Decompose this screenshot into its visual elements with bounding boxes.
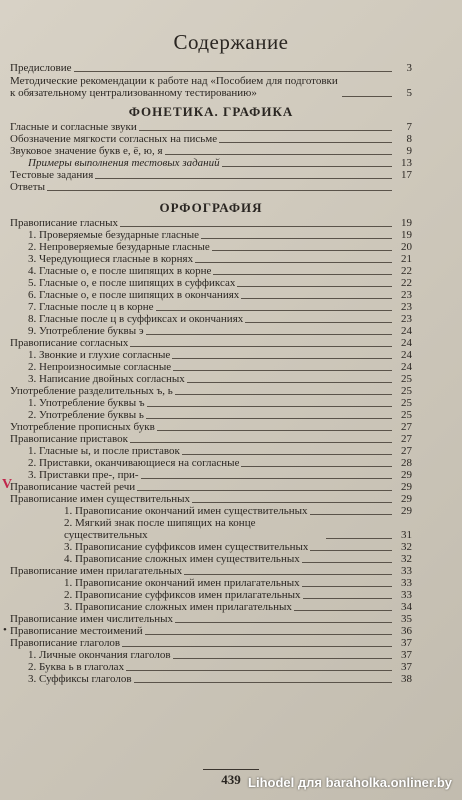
dot-leader: [95, 178, 392, 179]
toc-entry: [10, 337, 412, 349]
toc-entry: [10, 397, 412, 409]
toc-entry-label: Правописание согласных: [10, 337, 129, 349]
dot-leader: [130, 442, 392, 443]
toc-entry-page: 13: [401, 157, 412, 169]
dot-leader: [134, 682, 392, 683]
dot-leader: [122, 646, 392, 647]
toc-entry-label: 7. Гласные после ц в корне: [28, 301, 154, 313]
dot-leader: [219, 142, 392, 143]
toc-entry: [10, 349, 412, 361]
toc-entry-label: 2. Правописание суффиксов имен прилагательных: [64, 589, 301, 601]
toc-entry-page: 25: [401, 385, 412, 397]
toc-entry: [10, 169, 412, 181]
toc-entry-label: Правописание частей речи: [10, 481, 136, 493]
dot-leader: [126, 670, 392, 671]
toc-entry: [10, 565, 412, 577]
dot-leader: [157, 430, 392, 431]
toc-entry-label: Правописание имен прилагательных: [10, 565, 183, 577]
dot-leader: [172, 358, 392, 359]
toc-entry: [10, 517, 412, 541]
toc-entry: [10, 541, 412, 553]
toc-entry-label: 8. Гласные после ц в суффиксах и окончаниях: [28, 313, 244, 325]
toc-entry-label: 1. Личные окончания глаголов: [28, 649, 171, 661]
toc-entry: [10, 493, 412, 505]
dot-leader: [137, 490, 392, 491]
section-heading: ОРФОГРАФИЯ: [159, 200, 263, 215]
toc-entry-label: 3. Правописание суффиксов имен существительных: [64, 541, 309, 553]
toc-entry-label: 1. Употребление буквы ъ: [28, 397, 145, 409]
toc-entry-label: Правописание местоимений: [10, 625, 143, 637]
dot-leader: [175, 622, 392, 623]
dot-leader: [156, 310, 393, 311]
watermark: Lihodel для baraholka.onliner.by: [248, 775, 452, 790]
toc-entry-page: 38: [401, 673, 412, 685]
toc-entry: [10, 157, 412, 169]
toc-entry-page: 36: [401, 625, 412, 637]
toc-entry-preface: [10, 62, 412, 74]
toc-entry-page: 37: [401, 649, 412, 661]
toc-entry-label: Употребление разделительных ъ, ь: [10, 385, 173, 397]
toc-entry-page: 29: [401, 493, 412, 505]
toc-entry-label: 3. Написание двойных согласных: [28, 373, 185, 385]
dot-leader: [192, 502, 392, 503]
dot-leader: [303, 598, 392, 599]
toc-entry-page: 9: [406, 145, 412, 157]
toc-entry-label: 5. Гласные о, е после шипящих в суффиксах: [28, 277, 236, 289]
toc-entry-page: 23: [401, 301, 412, 313]
toc-entry-label: 2. Употребление буквы ь: [28, 409, 144, 421]
toc-entry-label: Правописание глаголов: [10, 637, 121, 649]
toc-entry-label: Правописание приставок: [10, 433, 128, 445]
toc-entry: [2, 477, 412, 493]
toc-entry: [10, 229, 412, 241]
toc-entry-page: 33: [401, 565, 412, 577]
toc-entry-label: Правописание имен существительных: [10, 493, 190, 505]
dot-leader: [182, 454, 392, 455]
toc-entry-page: 23: [401, 289, 412, 301]
dot-leader: [310, 514, 393, 515]
toc-entry-page: 22: [401, 265, 412, 277]
toc-entry-label: 2. Непроверяемые безударные гласные: [28, 241, 210, 253]
toc-entry-page: 29: [401, 481, 412, 493]
toc-entry: [10, 133, 412, 145]
toc-entry: [10, 217, 412, 229]
toc-entry-page: 33: [401, 577, 412, 589]
bullet-mark-icon: •: [3, 624, 7, 636]
dot-leader: [294, 610, 392, 611]
dot-leader: [175, 394, 392, 395]
toc-entry-page: 22: [401, 277, 412, 289]
toc-entry: [10, 289, 412, 301]
toc-entry: [10, 325, 412, 337]
dot-leader: [165, 154, 392, 155]
toc-entry-label: 4. Правописание сложных имен существительных: [64, 553, 300, 565]
toc-entry-label: Правописание имен числительных: [10, 613, 174, 625]
toc-entry: [10, 121, 412, 133]
toc-entry: [10, 265, 412, 277]
toc-entry-page: 32: [401, 541, 412, 553]
toc-entry-label: 6. Гласные о, е после шипящих в окончаниях: [28, 289, 240, 301]
dot-leader: [184, 574, 392, 575]
toc-entry: [10, 637, 412, 649]
toc-entry: [10, 673, 412, 685]
dot-leader: [245, 322, 392, 323]
toc-entry: [10, 589, 412, 601]
toc-entry-page: 24: [401, 325, 412, 337]
toc-entry-page: 31: [401, 529, 412, 541]
toc-entry: [10, 241, 412, 253]
toc-entry-label: Тестовые задания: [10, 169, 94, 181]
toc-entry-page: 8: [406, 133, 412, 145]
toc-entry: [10, 661, 412, 673]
dot-leader: [302, 586, 392, 587]
dot-leader: [120, 226, 392, 227]
toc-entry-page: 7: [406, 121, 412, 133]
toc-entry-label: Примеры выполнения тестовых заданий: [28, 157, 220, 169]
dot-leader: [145, 634, 392, 635]
dot-leader: [213, 274, 392, 275]
dot-leader: [74, 71, 393, 72]
toc-entry-page: 20: [401, 241, 412, 253]
dot-leader: [212, 250, 392, 251]
dot-leader: [173, 658, 392, 659]
toc-entry: [10, 649, 412, 661]
toc-entry-page: 27: [401, 433, 412, 445]
toc-entry-page: 33: [401, 589, 412, 601]
toc-entry-page: 3: [406, 62, 412, 74]
toc-entry: [10, 301, 412, 313]
dot-leader: [241, 466, 392, 467]
toc-entry-page: 19: [401, 229, 412, 241]
table-of-contents: [2, 60, 412, 685]
toc-entry-page: 37: [401, 661, 412, 673]
toc-entry-label: Употребление прописных букв: [10, 421, 155, 433]
dot-leader: [141, 478, 392, 479]
dot-leader: [326, 538, 392, 539]
toc-entry-page: 5: [406, 87, 412, 99]
toc-entry-label: 3. Приставки пре-, при-: [28, 469, 139, 481]
toc-entry-label: 2. Мягкий знак после шипящих на конце существительных: [64, 517, 256, 541]
dot-leader: [342, 96, 392, 97]
toc-entry-page: 21: [401, 253, 412, 265]
toc-entry: [10, 433, 412, 445]
toc-entry-label: 3. Чередующиеся гласные в корнях: [28, 253, 194, 265]
section-heading: ФОНЕТИКА. ГРАФИКА: [128, 104, 294, 119]
toc-entry-page: 25: [401, 409, 412, 421]
toc-entry-label: Обозначение мягкости согласных на письме: [10, 133, 218, 145]
toc-entry-label: 2. Приставки, оканчивающиеся на согласные: [28, 457, 240, 469]
dot-leader: [201, 238, 392, 239]
toc-entry: [10, 421, 412, 433]
dot-leader: [195, 262, 392, 263]
toc-entry: [10, 277, 412, 289]
toc-entry-page: 24: [401, 337, 412, 349]
toc-entry: [10, 601, 412, 613]
toc-entry-label: 1. Гласные ы, и после приставок: [28, 445, 180, 457]
toc-entry: [10, 385, 412, 397]
toc-entry-label: Методические рекомендации к работе над «Пособием для подготовки к обязательному централизованному тестированию»: [10, 75, 338, 99]
section-entries: [2, 217, 412, 685]
toc-entry: [10, 145, 412, 157]
dot-leader: [222, 166, 392, 167]
dot-leader: [310, 550, 392, 551]
toc-entry-label: 1. Звонкие и глухие согласные: [28, 349, 171, 361]
page-title: Содержание: [173, 30, 289, 54]
toc-entry-label: 2. Непроизносимые согласные: [28, 361, 172, 373]
toc-entry-label: 2. Буква ь в глаголах: [28, 661, 125, 673]
toc-entry: [10, 613, 412, 625]
toc-entry-page: 24: [401, 349, 412, 361]
toc-entry: [10, 505, 412, 517]
toc-entry-page: 25: [401, 373, 412, 385]
dot-leader: [173, 370, 392, 371]
toc-entry-page: 25: [401, 397, 412, 409]
dot-leader: [139, 130, 392, 131]
toc-entry-page: 29: [401, 505, 412, 517]
toc-entry-page: 19: [401, 217, 412, 229]
dot-leader: [47, 190, 392, 191]
toc-entry-page: 27: [401, 445, 412, 457]
toc-entry-page: 34: [401, 601, 412, 613]
toc-entry: [10, 553, 412, 565]
toc-entry-label: 1. Проверяемые безударные гласные: [28, 229, 200, 241]
dot-leader: [302, 562, 392, 563]
dot-leader: [130, 346, 392, 347]
toc-entry-label: Звуковое значение букв е, ё, ю, я: [10, 145, 163, 157]
toc-entry-label: 3. Суффиксы глаголов: [28, 673, 132, 685]
dot-leader: [237, 286, 392, 287]
toc-entry: [10, 253, 412, 265]
toc-entry: [10, 577, 412, 589]
toc-entry-page: 27: [401, 421, 412, 433]
dot-leader: [146, 334, 392, 335]
toc-entry: [3, 624, 412, 637]
toc-entry-page: 29: [401, 469, 412, 481]
page-number-text: 439: [203, 769, 259, 787]
toc-entry-label: Правописание гласных: [10, 217, 119, 229]
toc-entry-label: 4. Гласные о, е после шипящих в корне: [28, 265, 212, 277]
dot-leader: [187, 382, 392, 383]
toc-entry-label: 9. Употребление буквы э: [28, 325, 144, 337]
toc-entry-page: 32: [401, 553, 412, 565]
toc-entry: [10, 457, 412, 469]
toc-entry: [10, 181, 412, 193]
toc-entry-page: 17: [401, 169, 412, 181]
toc-entry: [10, 361, 412, 373]
toc-entry-page: 23: [401, 313, 412, 325]
dot-leader: [147, 406, 392, 407]
toc-entry-page: 35: [401, 613, 412, 625]
dot-leader: [146, 418, 392, 419]
toc-entry-label: Гласные и согласные звуки: [10, 121, 137, 133]
toc-entry-page: 28: [401, 457, 412, 469]
section-entries: [10, 121, 412, 193]
toc-entry-label: Предисловие: [10, 62, 72, 74]
toc-entry-guidelines: [10, 75, 412, 99]
toc-entry: [10, 373, 412, 385]
check-mark-icon: V: [2, 477, 13, 492]
toc-entry-label: Ответы: [10, 181, 45, 193]
toc-entry-page: 24: [401, 361, 412, 373]
toc-entry-page: 37: [401, 637, 412, 649]
toc-entry: [10, 409, 412, 421]
toc-entry-label: 1. Правописание окончаний имен прилагательных: [64, 577, 300, 589]
toc-entry: [10, 313, 412, 325]
toc-entry: [10, 469, 412, 481]
toc-entry-label: 3. Правописание сложных имен прилагательных: [64, 601, 292, 613]
toc-entry-label: 1. Правописание окончаний имен существительных: [64, 505, 308, 517]
dot-leader: [241, 298, 392, 299]
toc-entry: [10, 445, 412, 457]
